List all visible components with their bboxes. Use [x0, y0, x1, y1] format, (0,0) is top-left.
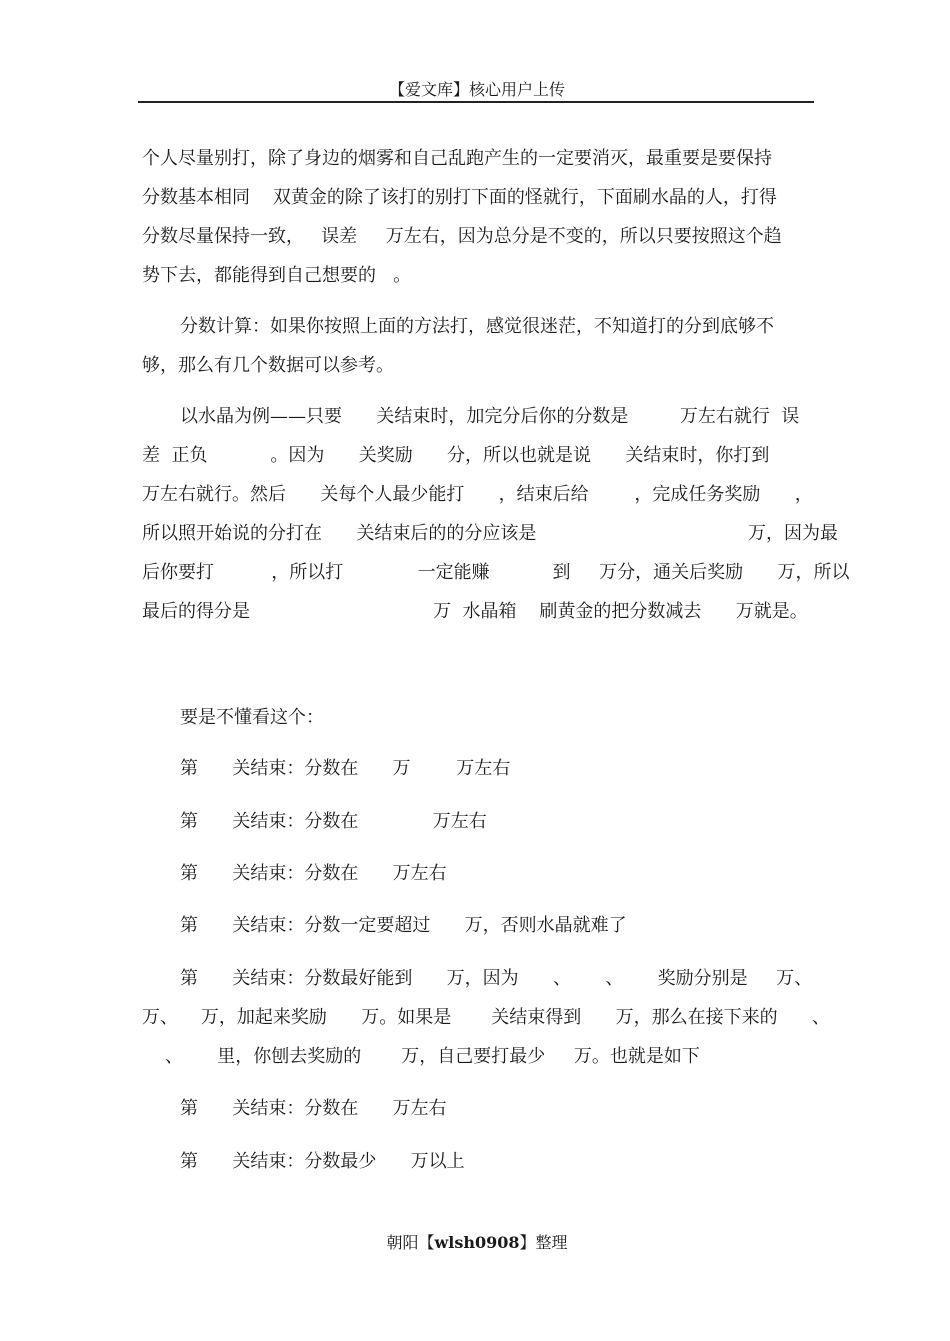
paragraph-3-line-5: 后你要打 ，所以打 一定能赚 到 万分，通关后奖励 万，所以: [142, 562, 850, 583]
paragraph-3-line-6: 最后的得分是 万 水晶箱 刷黄金的把分数减去 万就是。: [142, 601, 808, 622]
list-item-3: 第 关结束：分数在 万左右: [180, 863, 447, 884]
list2-item-2: 第 关结束：分数最少 万以上: [180, 1151, 465, 1172]
paragraph-3-line-2: 差 正负 。因为 关奖励 分，所以也就是说 关结束时，你打到: [142, 445, 770, 466]
paragraph-1-line-4: 势下去，都能得到自己想要的 。: [142, 265, 412, 286]
list-item-1: 第 关结束：分数在 万 万左右: [180, 758, 511, 779]
paragraph-3-line-3: 万左右就行。然后 关每个人最少能打 ，结束后给 ，完成任务奖励 ，: [142, 484, 813, 505]
paragraph-5-line-1: 第 关结束：分数最好能到 万，因为 、 、 奖励分别是 万、: [180, 968, 813, 989]
list2-item-1: 第 关结束：分数在 万左右: [180, 1098, 447, 1119]
footer-id: wlsh0908: [434, 1233, 520, 1252]
paragraph-3-line-1: 以水晶为例——只要 关结束时，加完分后你的分数是 万左右就行 误: [180, 406, 800, 427]
paragraph-2-line-1: 分数计算：如果你按照上面的方法打，感觉很迷茫，不知道打的分到底够不: [180, 316, 774, 337]
list-item-4: 第 关结束：分数一定要超过 万，否则水晶就难了: [180, 915, 627, 936]
footer-prefix: 朝阳【: [386, 1233, 435, 1252]
header-rule: [138, 101, 814, 103]
paragraph-5-line-2: 万、 万，加起来奖励 万。如果是 关结束得到 万，那么在接下来的 、: [142, 1007, 830, 1028]
paragraph-1-line-3: 分数尽量保持一致， 误差 万左右，因为总分是不变的，所以只要按照这个趋: [142, 226, 782, 247]
paragraph-5-line-3: 、 里，你刨去奖励的 万，自己要打最少 万。也就是如下: [142, 1046, 700, 1067]
list-item-2: 第 关结束：分数在 万左右: [180, 811, 487, 832]
paragraph-2-line-2: 够，那么有几个数据可以参考。: [142, 355, 394, 376]
paragraph-1-line-2: 分数基本相同 双黄金的除了该打的别打下面的怪就行，下面刷水晶的人，打得: [142, 187, 777, 208]
page-footer: [140, 1231, 814, 1255]
footer-suffix: 】整理: [519, 1233, 568, 1252]
paragraph-4: 要是不懂看这个：: [180, 707, 324, 728]
paragraph-1-line-1: 个人尽量别打，除了身边的烟雾和自己乱跑产生的一定要消灭，最重要是要保持: [142, 148, 772, 169]
paragraph-3-line-4: 所以照开始说的分打在 关结束后的的分应该是 万，因为最: [142, 523, 839, 544]
page-header: 【爱文库】核心用户上传: [388, 80, 565, 99]
